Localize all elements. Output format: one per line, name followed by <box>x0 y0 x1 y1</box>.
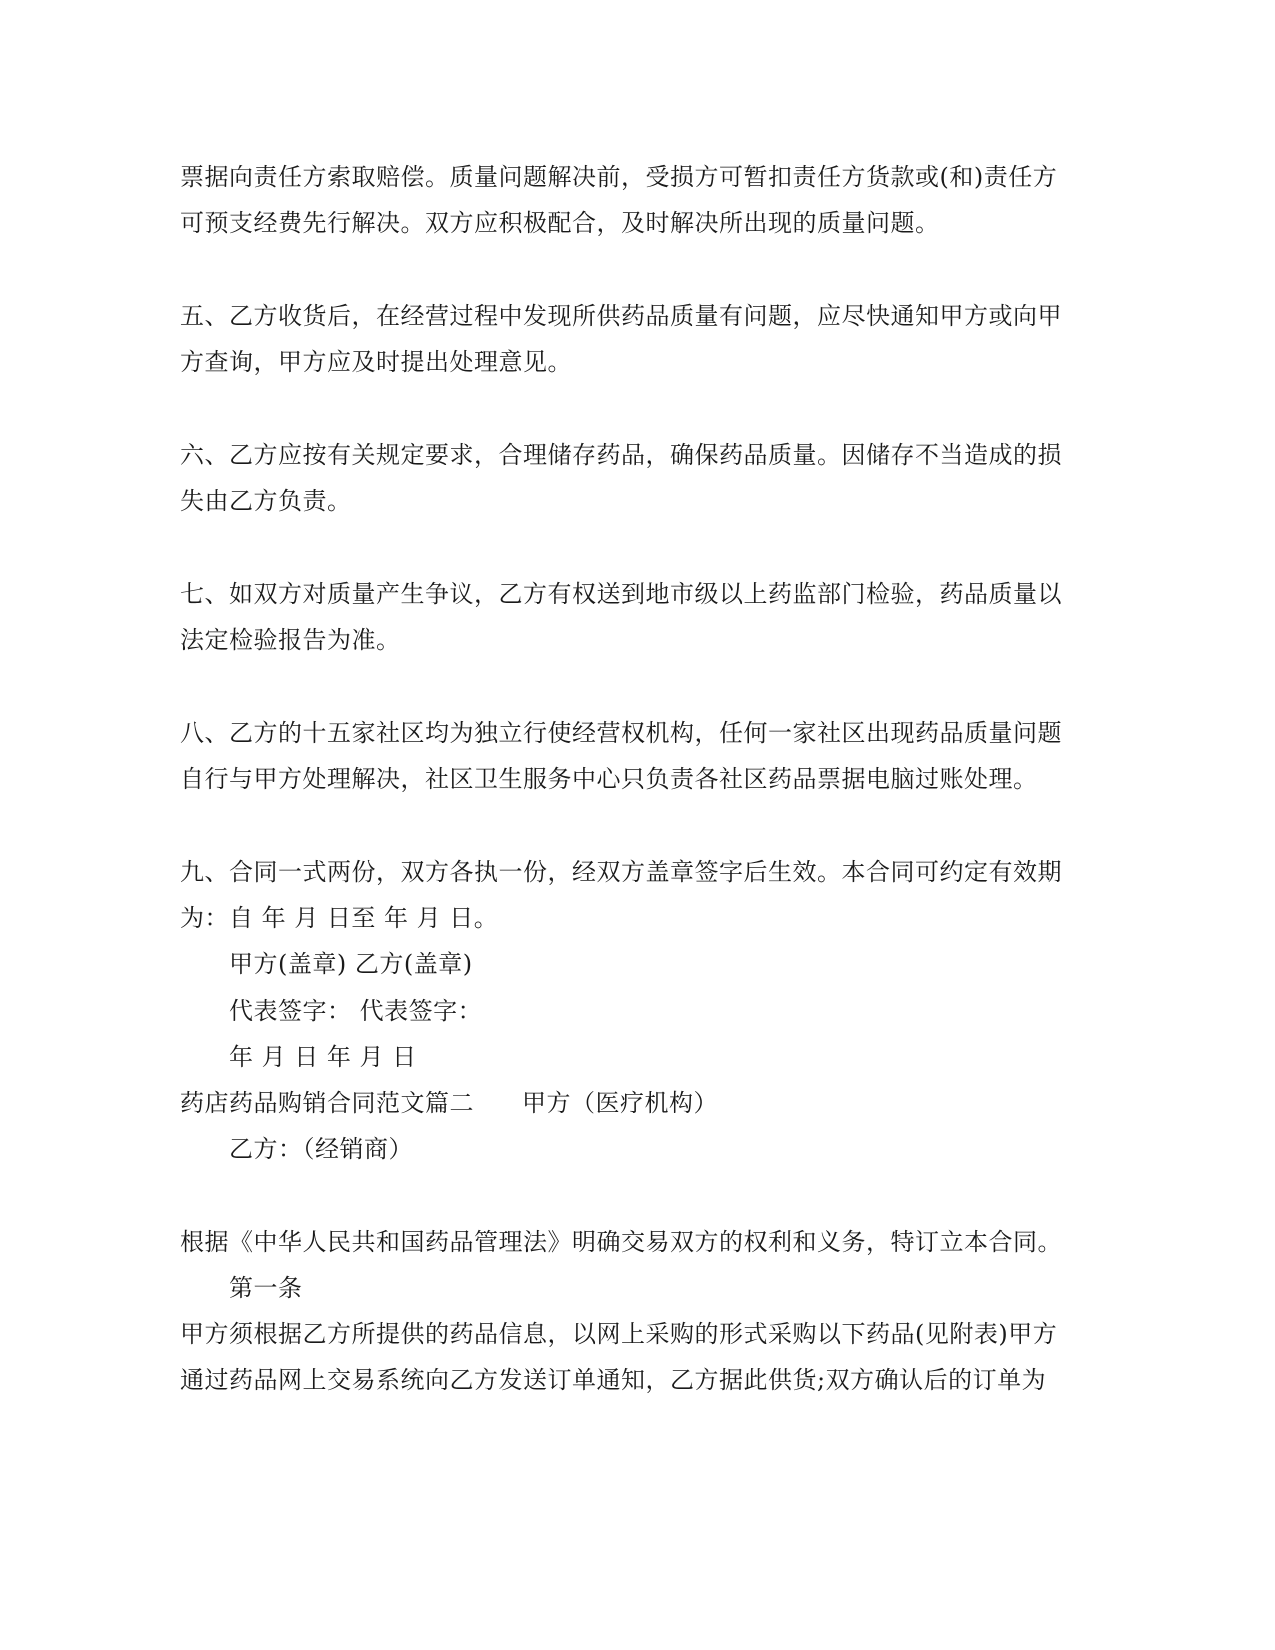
signature-representative-line: 代表签字： 代表签字： <box>229 997 483 1025</box>
paragraph-line: 票据向责任方索取赔偿。质量问题解决前，受损方可暂扣责任方货款或(和)责任方 <box>180 163 1058 191</box>
party-a-label: 甲方（医疗机构） <box>522 1089 718 1117</box>
paragraph-line: 可预支经费先行解决。双方应积极配合，及时解决所出现的质量问题。 <box>180 209 940 237</box>
article-one-line: 通过药品网上交易系统向乙方发送订单通知，乙方据此供货;双方确认后的订单为 <box>180 1366 1047 1394</box>
clause-six-line: 失由乙方负责。 <box>180 487 352 515</box>
section-two-heading-line <box>180 1088 1080 1118</box>
clause-five-line: 方查询，甲方应及时提出处理意见。 <box>180 348 572 376</box>
article-one-line: 甲方须根据乙方所提供的药品信息，以网上采购的形式采购以下药品(见附表)甲方 <box>180 1320 1058 1348</box>
clause-six-line: 六、乙方应按有关规定要求，合理储存药品，确保药品质量。因储存不当造成的损 <box>180 441 1062 469</box>
clause-seven-line: 七、如双方对质量产生争议，乙方有权送到地市级以上药监部门检验，药品质量以 <box>180 580 1062 608</box>
signature-seal-line: 甲方(盖章) 乙方(盖章) <box>229 950 473 978</box>
clause-eight-line: 自行与甲方处理解决，社区卫生服务中心只负责各社区药品票据电脑过账处理。 <box>180 765 1038 793</box>
signature-date-line: 年 月 日 年 月 日 <box>229 1043 417 1071</box>
clause-seven-line: 法定检验报告为准。 <box>180 626 401 654</box>
clause-nine-line: 为：自 年 月 日至 年 月 日。 <box>180 904 499 932</box>
clause-five-line: 五、乙方收货后，在经营过程中发现所供药品质量有问题，应尽快通知甲方或向甲 <box>180 302 1062 330</box>
section-two-title: 药店药品购销合同范文篇二 <box>180 1089 474 1117</box>
contract-basis-line: 根据《中华人民共和国药品管理法》明确交易双方的权利和义务，特订立本合同。 <box>180 1228 1062 1256</box>
party-b-label: 乙方：（经销商） <box>229 1135 413 1163</box>
clause-eight-line: 八、乙方的十五家社区均为独立行使经营权机构，任何一家社区出现药品质量问题 <box>180 719 1062 747</box>
clause-nine-line: 九、合同一式两份，双方各执一份，经双方盖章签字后生效。本合同可约定有效期 <box>180 858 1062 886</box>
article-one-heading: 第一条 <box>229 1274 303 1302</box>
